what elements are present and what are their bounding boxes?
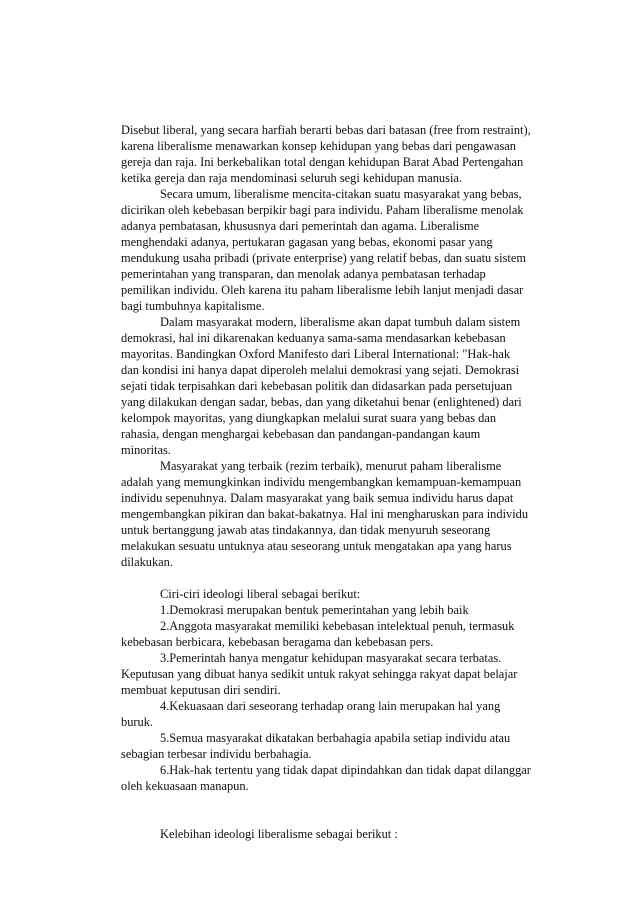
text-line: adalah yang memungkinkan individu mengembangkan kemampuan-kemampuan xyxy=(121,475,522,489)
text-line: pemilikan individu. Oleh karena itu paham liberalisme lebih lanjut menjadi dasar xyxy=(121,283,524,297)
text-line: mengembangkan pikiran dan bakat-bakatnya. Hal ini mengharuskan para individu xyxy=(121,507,529,521)
text-line: dilakukan. xyxy=(121,555,173,569)
text-line: rahasia, dengan menghargai kebebasan dan pandangan-pandangan kaum xyxy=(121,427,481,441)
text-line: melakukan sesuatu untuknya atau seseorang untuk mengatakan apa yang harus xyxy=(121,539,512,553)
text-line: 1.Demokrasi merupakan bentuk pemerintahan yang lebih baik xyxy=(160,603,469,617)
text-line: minoritas. xyxy=(121,443,171,457)
text-line: 5.Semua masyarakat dikatakan berbahagia apabila setiap individu atau xyxy=(160,731,511,745)
text-line: 4.Kekuasaan dari seseorang terhadap orang lain merupakan hal yang xyxy=(160,699,501,713)
text-line: sebagian terbesar individu berbahagia. xyxy=(121,747,312,761)
text-line: 3.Pemerintah hanya mengatur kehidupan masyarakat secara terbatas. xyxy=(160,651,502,665)
text-line: Dalam masyarakat modern, liberalisme akan dapat tumbuh dalam sistem xyxy=(160,315,521,329)
text-line: 2.Anggota masyarakat memiliki kebebasan intelektual penuh, termasuk xyxy=(160,619,515,633)
text-line: membuat keputusan diri sendiri. xyxy=(121,683,281,697)
text-line: gereja dan raja. Ini berkebalikan total dengan kehidupan Barat Abad Pertengahan xyxy=(121,155,524,169)
text-line: mendukung usaha pribadi (private enterprise) yang relatif bebas, dan suatu sistem xyxy=(121,251,526,265)
text-line: oleh kekuasaan manapun. xyxy=(121,779,249,793)
text-line: Kelebihan ideologi liberalisme sebagai berikut : xyxy=(160,827,398,841)
text-line: Masyarakat yang terbaik (rezim terbaik), menurut paham liberalisme xyxy=(160,459,502,473)
text-line: dan kondisi ini hanya dapat diperoleh melalui demokrasi yang sejati. Demokrasi xyxy=(121,363,520,377)
text-line: Keputusan yang dibuat hanya sedikit untuk rakyat sehingga rakyat dapat belajar xyxy=(121,667,518,681)
text-line: buruk. xyxy=(121,715,154,729)
text-line: yang dilakukan dengan sadar, bebas, dan yang diketahui benar (enlightened) dari xyxy=(121,395,522,409)
text-line: untuk bertanggung jawab atas tindakannya, dan tidak menyuruh seseorang xyxy=(121,523,491,537)
text-line: ketika gereja dan raja mendominasi seluruh segi kehidupan manusia. xyxy=(121,171,462,185)
text-line: Disebut liberal, yang secara harfiah berarti bebas dari batasan (free from restraint), xyxy=(121,123,531,137)
text-line: sejati tidak terpisahkan dari kebebasan politik dan didasarkan pada persetujuan xyxy=(121,379,513,393)
text-line: 6.Hak-hak tertentu yang tidak dapat dipindahkan dan tidak dapat dilanggar xyxy=(160,763,531,777)
text-line: bagi tumbuhnya kapitalisme. xyxy=(121,299,265,313)
text-line: Ciri-ciri ideologi liberal sebagai berikut: xyxy=(160,587,361,601)
text-line: dicirikan oleh kebebasan berpikir bagi para individu. Paham liberalisme menolak xyxy=(121,203,524,217)
text-line: mayoritas. Bandingkan Oxford Manifesto dari Liberal International: "Hak-hak xyxy=(121,347,511,361)
text-line: kebebasan berbicara, kebebasan beragama dan kebebasan pers. xyxy=(121,635,434,649)
text-line: karena liberalisme menawarkan konsep kehidupan yang bebas dari pengawasan xyxy=(121,139,516,153)
text-line: individu sepenuhnya. Dalam masyarakat yang baik semua individu harus dapat xyxy=(121,491,514,505)
text-line: menghendaki adanya, pertukaran gagasan yang bebas, ekonomi pasar yang xyxy=(121,235,493,249)
text-line: demokrasi, hal ini dikarenakan keduanya sama-sama mendasarkan kebebasan xyxy=(121,331,506,345)
text-line: kelompok mayoritas, yang diungkapkan melalui surat suara yang bebas dan xyxy=(121,411,497,425)
text-line: Secara umum, liberalisme mencita-citakan suatu masyarakat yang bebas, xyxy=(160,187,522,201)
text-line: adanya pembatasan, khususnya dari pemerintah dan agama. Liberalisme xyxy=(121,219,480,233)
text-line: pemerintahan yang transparan, dan menolak adanya pembatasan terhadap xyxy=(121,267,486,281)
